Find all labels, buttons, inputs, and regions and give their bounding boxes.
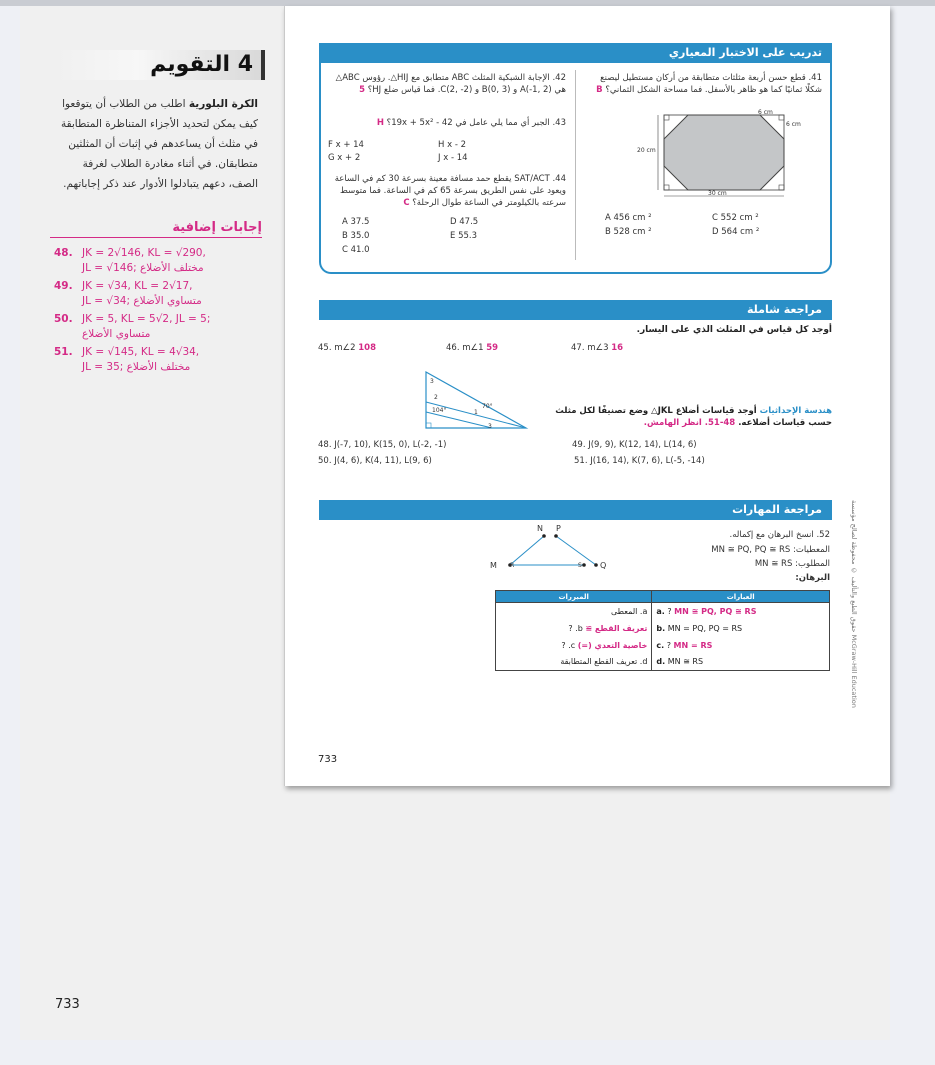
student-page-number: 733 [318, 754, 338, 765]
answer-number: 49. [54, 280, 73, 292]
reason-text: b. ? [568, 623, 583, 633]
answer-number: 51. [54, 346, 73, 358]
q43-option-f: F x + 14 [328, 140, 364, 150]
answer-item [54, 312, 264, 342]
question-44 [326, 173, 566, 209]
chapter-title [55, 50, 265, 80]
right-angle-mark [779, 115, 784, 120]
q43-option-h: H x - 2 [438, 140, 467, 150]
answer-line: JL = 35; مختلف الأضلاع [82, 361, 191, 373]
right-angle-mark [664, 115, 669, 120]
row-letter: d. [656, 657, 666, 667]
geometry-label: هندسة الإحداثيات [759, 406, 832, 416]
q43-option-g: G x + 2 [328, 153, 361, 163]
exercise-label: 47. m∠3 [571, 343, 609, 353]
octagon-shape [664, 115, 784, 190]
q41-text: 41. قطع حسن أربعة مثلثات متطابقة من أركان مستطيل ليصنع شكلًا ثمانيًا كما هو ظاهر بالأسفل. فما مساحة الشكل الثماني؟ [600, 73, 822, 95]
reason-cell [496, 637, 652, 654]
fig-label: 70° [482, 403, 493, 410]
exercise-answer: 108 [358, 343, 376, 353]
crystal-ball-lead: الكرة البلورية [188, 98, 258, 110]
prove-line: المطلوب: MN ≅ RS [754, 559, 830, 569]
column-divider [575, 70, 576, 260]
q41-option-c: C 552 cm ² [712, 213, 759, 223]
answer-item [54, 246, 264, 276]
crystal-ball-paragraph [50, 94, 258, 194]
q44-text: 44. SAT/ACT يقطع حمد مسافة معينة بسرعة 30 كم في الساعة ويعود على نفس الطريق بسرعة 65 كم في الساعة. فما متوسط سرعته بالكيلومتر في الساعة طوال الرحلة؟ [334, 174, 566, 208]
proof-row [496, 603, 830, 620]
crystal-ball-text: اطلب من الطلاب أن يتوقعوا كيف يمكن لتحديد الأجزاء المتناظرة المتطابقة في مثلث أن يساعدهم في إثبات أن المثلثين متطابقان. في أثناء مغادرة الطلاب لغرفة الصف، دعهم يتبادلوا الأدوار عند ذكر إجاباتهم. [60, 98, 258, 190]
spiral-review-heading: مراجعة شاملة [319, 300, 832, 320]
proof-label: البرهان: [795, 573, 830, 583]
triangle-outline [426, 372, 526, 428]
reason-cell: a. المعطى [496, 603, 652, 620]
exercise-label: 45. m∠2 [318, 343, 356, 353]
q43-text: 43. الجبر أي مما يلي عامل في 42 - 19x + 5x²؟ [386, 118, 566, 128]
statement-cell [652, 654, 830, 671]
statement-answer: MN = RS [673, 640, 713, 650]
statement-text: MN ≅ RS [667, 657, 704, 667]
reason-cell [496, 620, 652, 637]
question-42 [326, 72, 566, 96]
statement-text: ? [666, 640, 671, 650]
fig-label: 104° [432, 407, 447, 414]
reasons-header: المبررات [496, 591, 652, 603]
point-label: Q [600, 561, 607, 570]
answer-item [54, 345, 264, 375]
fig-label: 20 cm [637, 147, 656, 154]
proof-table [495, 590, 830, 671]
answer-number: 48. [54, 247, 73, 259]
statement-text: MN = PQ, PQ = RS [667, 623, 743, 633]
page-number: 733 [55, 997, 80, 1012]
segment-figure [488, 520, 618, 580]
q44-option-b: B 35.0 [342, 231, 370, 241]
octagon-figure [636, 108, 806, 203]
answer-line: JL = √34; متساوي الأضلاع [82, 295, 202, 307]
right-angle-mark [779, 185, 784, 190]
exercise-label: 46. m∠1 [446, 343, 484, 353]
point-label: R [510, 562, 515, 569]
q44-answer: C [403, 198, 410, 208]
q44-option-c: C 41.0 [342, 245, 370, 255]
q41-option-a: A 456 cm ² [605, 213, 652, 223]
answer-line: JL = √146; مختلف الأضلاع [82, 262, 204, 274]
answer-line: JK = √145, KL = 4√34, [82, 346, 200, 358]
point [542, 534, 546, 538]
statement-text: ? [667, 606, 672, 616]
exercise-47 [571, 343, 623, 353]
exercise-answer: 59 [486, 343, 499, 353]
fig-label: 30 cm [708, 190, 727, 197]
fig-label: 1 [474, 409, 478, 416]
proof-row [496, 654, 830, 671]
answer-line: JK = 2√146, KL = √290, [82, 247, 206, 259]
spiral-instruction: أوجد كل قياس في المثلث الذي على اليسار. [636, 325, 832, 335]
point [554, 534, 558, 538]
statement-cell [652, 637, 830, 654]
point-label: N [537, 524, 543, 533]
chapter-name: التقويم [150, 52, 231, 77]
chapter-number: 4 [237, 52, 253, 77]
reason-text: c. ? [561, 640, 576, 650]
statement-cell [652, 620, 830, 637]
q43-option-j: J x - 14 [438, 153, 468, 163]
reason-answer: تعريف القطع ≅ [585, 623, 648, 633]
fig-label: 6 cm [758, 109, 773, 116]
answer-line: JK = 5, KL = 5√2, JL = 5; [82, 313, 211, 325]
geometry-instruction [535, 405, 832, 429]
point-label: S [578, 562, 582, 569]
test-practice-heading: تدريب على الاختبار المعياري [319, 43, 832, 63]
row-letter: b. [656, 623, 666, 633]
reason-answer: خاصية التعدي (=) [577, 640, 648, 650]
fig-label: 2 [434, 394, 438, 401]
exercise-51: 51. J(16, 14), K(7, 6), L(-5, -14) [574, 456, 705, 466]
exercise-49: 49. J(9, 9), K(12, 14), L(14, 6) [572, 440, 697, 450]
exercise-46 [446, 343, 498, 353]
right-angle-mark [664, 185, 669, 190]
point [594, 563, 598, 567]
answer-number: 50. [54, 313, 73, 325]
point-label: P [556, 524, 561, 533]
answer-line: متساوي الأضلاع [82, 328, 151, 340]
question-52: 52. انسخ البرهان مع إكماله. [729, 530, 830, 540]
exercise-50: 50. J(4, 6), K(4, 11), L(9, 6) [318, 456, 432, 466]
row-letter: c. [656, 640, 665, 650]
fig-label: 3 [488, 423, 492, 430]
geometry-text: أوجد قياسات أضلاع JKL△ وضع تصنيفًا لكل مثلث حسب قياسات أضلاعه. [555, 406, 832, 428]
extra-answers-list [54, 246, 264, 378]
proof-row [496, 620, 830, 637]
q41-option-b: B 528 cm ² [605, 227, 652, 237]
exercise-answer: 16 [611, 343, 624, 353]
triangle-segment [426, 412, 492, 428]
answer-line: JK = √34, KL = 2√17, [82, 280, 193, 292]
q42-text: 42. الإجابة الشبكية المثلث ABC متطابق مع HIJ△. رؤوس ABC△ هي A(-1, 2) و B(0, 3) و C(2, -2). فما قياس ضلع HJ؟ [335, 73, 566, 95]
statement-answer: MN ≅ PQ, PQ ≅ RS [674, 606, 757, 616]
triangle-figure [422, 368, 532, 434]
statements-header: العبارات [652, 591, 830, 603]
q44-option-a: A 37.5 [342, 217, 370, 227]
segment-pq [556, 536, 596, 565]
skills-review-heading: مراجعة المهارات [319, 500, 832, 520]
q43-answer: H [376, 118, 384, 128]
answer-item [54, 279, 264, 309]
q41-answer: B [596, 85, 603, 95]
segment-mn [510, 536, 544, 565]
geometry-answer: 48-51. انظر الهامش. [643, 418, 736, 428]
reason-cell: d. تعريف القطع المتطابقة [496, 654, 652, 671]
statement-cell [652, 603, 830, 620]
q42-answer: 5 [359, 85, 366, 95]
exercise-45 [318, 343, 376, 353]
point-label: M [490, 561, 497, 570]
fig-label: 3 [430, 378, 434, 385]
extra-answers-heading: إجابات إضافية [50, 220, 262, 238]
q44-option-e: E 55.3 [450, 231, 477, 241]
row-letter: a. [656, 606, 665, 616]
q41-option-d: D 564 cm ² [712, 227, 760, 237]
proof-header-row [496, 591, 830, 603]
fig-label: 6 cm [786, 121, 801, 128]
given-line: المعطيات: MN ≅ PQ, PQ ≅ RS [711, 545, 830, 555]
point [582, 563, 586, 567]
exercise-48: 48. J(-7, 10), K(15, 0), L(-2, -1) [318, 440, 447, 450]
right-angle-mark [426, 423, 431, 428]
proof-row [496, 637, 830, 654]
question-41 [590, 72, 822, 96]
q44-option-d: D 47.5 [450, 217, 479, 227]
copyright-note: حقوق الطبع والتأليف © محفوظة لصالح مؤسسة McGraw-Hill Education [850, 500, 858, 708]
question-43 [326, 117, 566, 129]
